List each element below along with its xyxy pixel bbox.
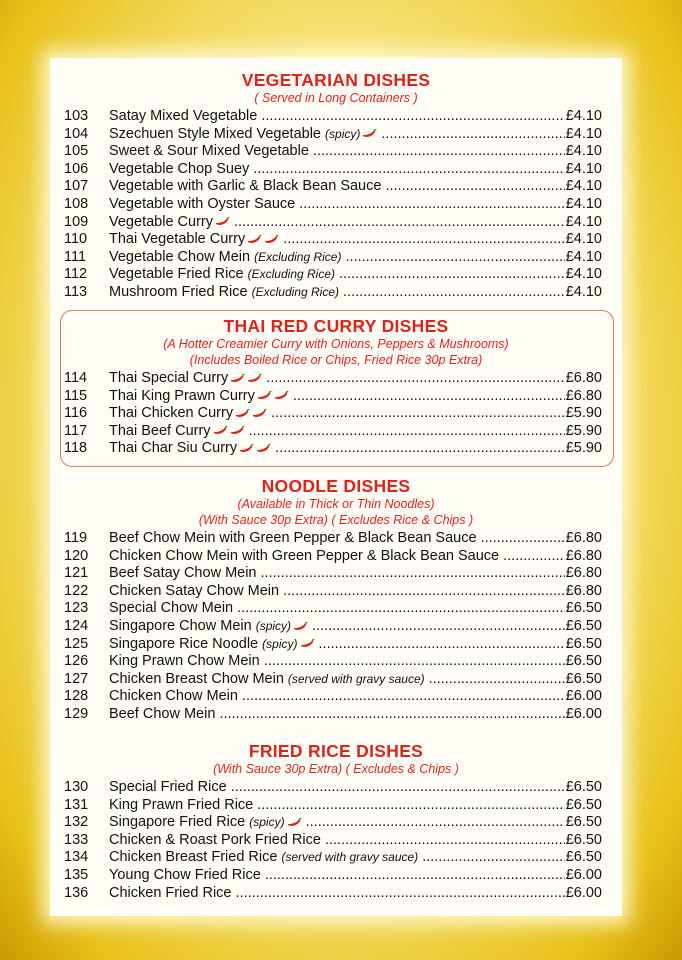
item-price: £5.90 [565, 440, 602, 457]
chili-pepper-icon [247, 235, 262, 244]
item-name: Vegetable Curry [109, 213, 213, 230]
item-number: 120 [64, 547, 89, 564]
item-name-line [109, 636, 602, 654]
item-name-line [109, 126, 602, 144]
menu-item [50, 530, 622, 548]
item-number: 118 [64, 440, 88, 457]
item-number: 135 [64, 866, 89, 883]
section-subtitle: (A Hotter Creamier Curry with Onions, Peppers & Mushrooms) [163, 337, 509, 351]
item-number: 132 [64, 814, 89, 831]
menu-item [50, 423, 622, 441]
section-title: FRIED RICE DISHES [248, 741, 424, 761]
item-name: Chicken Fried Rice [109, 884, 232, 901]
item-name: King Prawn Fried Rice [109, 796, 254, 813]
item-name-line [109, 849, 602, 867]
item-price: £6.80 [565, 565, 602, 582]
menu-item [50, 814, 622, 832]
item-price: £6.50 [565, 617, 602, 634]
item-name: Thai Beef Curry [109, 422, 211, 439]
item-name-line [109, 583, 602, 601]
item-price: £6.50 [565, 779, 602, 795]
item-list [50, 779, 622, 902]
item-price: £4.10 [565, 160, 602, 177]
item-price: £4.10 [565, 178, 602, 195]
item-number: 125 [64, 635, 89, 652]
chili-pepper-icon [215, 217, 230, 226]
menu-item [50, 214, 622, 232]
item-name: Chicken Chow Mein with Green Pepper & Black Bean Sauce [109, 547, 500, 564]
item-number: 108 [64, 195, 89, 212]
item-name: Vegetable with Oyster Sauce [109, 195, 296, 212]
item-number: 113 [64, 283, 88, 300]
item-name-line [109, 653, 602, 671]
item-number: 136 [64, 884, 89, 901]
menu-item [50, 440, 622, 458]
item-price: £4.10 [565, 195, 602, 212]
item-price: £4.10 [565, 125, 602, 142]
menu-item [50, 143, 622, 161]
item-name-line [109, 600, 602, 618]
item-name-line [109, 214, 602, 232]
item-number: 131 [64, 796, 89, 813]
chili-pepper-icon [247, 374, 262, 383]
item-price: £6.00 [565, 688, 602, 705]
item-name-line [109, 178, 602, 196]
item-number: 112 [64, 266, 88, 283]
item-name: Thai Char Siu Curry [109, 440, 238, 457]
item-number: 119 [64, 530, 88, 546]
item-price: £6.50 [565, 831, 602, 848]
item-name-line [109, 548, 602, 566]
item-price: £6.50 [565, 796, 602, 813]
chili-pepper-icon [257, 391, 272, 400]
item-number: 115 [64, 387, 88, 404]
item-price: £4.10 [565, 213, 602, 230]
item-note: (spicy) [262, 636, 298, 651]
item-number: 104 [64, 125, 89, 142]
item-price: £6.80 [565, 387, 602, 404]
item-name: Thai Special Curry [109, 370, 229, 386]
item-number: 103 [64, 108, 89, 124]
item-number: 107 [64, 178, 89, 195]
item-name: Chicken & Roast Pork Fried Rice [109, 831, 321, 848]
menu-item [50, 600, 622, 618]
item-price: £4.10 [565, 108, 602, 124]
item-number: 129 [64, 705, 89, 722]
chili-pepper-icon [230, 374, 245, 383]
item-number: 126 [64, 653, 89, 670]
item-name: Vegetable Chop Suey [109, 160, 250, 177]
section-subtitle: ( Served in Long Containers ) [254, 91, 418, 105]
item-note: (spicy) [325, 126, 361, 141]
item-name-line [109, 161, 602, 179]
menu-item [50, 370, 622, 388]
item-note: (spicy) [255, 618, 292, 633]
item-name: Szechuen Style Mixed Vegetable [109, 125, 321, 142]
menu-page [50, 58, 622, 916]
menu-item [50, 266, 622, 284]
item-name-line [109, 618, 602, 636]
item-name: Thai Vegetable Curry [109, 231, 246, 248]
item-name-line [109, 266, 602, 284]
item-name: Vegetable Fried Rice [109, 266, 244, 283]
section-subtitle: (Available in Thick or Thin Noodles) [237, 497, 435, 511]
item-price: £6.00 [565, 866, 602, 883]
item-name: King Prawn Chow Mein [109, 653, 260, 670]
item-name-line [109, 706, 602, 724]
item-price: £6.00 [565, 884, 602, 901]
section-subtitle: (With Sauce 30p Extra) ( Excludes & Chips ) [213, 762, 459, 776]
chili-pepper-icon [230, 426, 245, 435]
item-name-line [109, 143, 602, 161]
item-price: £6.50 [565, 849, 602, 866]
item-number: 117 [64, 422, 88, 439]
item-number: 110 [64, 231, 88, 248]
menu-item [50, 249, 622, 267]
chili-pepper-icon [235, 409, 250, 418]
item-list [50, 530, 622, 724]
item-name: Thai Chicken Curry [109, 405, 234, 422]
item-number: 122 [64, 582, 89, 599]
item-price: £4.10 [565, 266, 602, 283]
menu-item [50, 178, 622, 196]
item-name-line [109, 196, 602, 214]
menu-item [50, 849, 622, 867]
item-name-line [109, 284, 602, 302]
item-name: Young Chow Fried Rice [109, 866, 261, 883]
item-list [50, 108, 622, 302]
item-name-line [109, 231, 602, 249]
item-number: 105 [64, 143, 89, 160]
item-price: £5.90 [565, 422, 602, 439]
item-price: £4.10 [565, 283, 602, 300]
item-name: Chicken Chow Mein [109, 688, 238, 705]
menu-item [50, 583, 622, 601]
item-note: (spicy) [249, 815, 285, 830]
menu-item [50, 161, 622, 179]
item-name-line [109, 688, 602, 706]
chili-pepper-icon [362, 129, 377, 138]
item-price: £6.80 [565, 370, 602, 386]
item-price: £6.80 [565, 530, 602, 546]
menu-item [50, 779, 622, 797]
item-number: 124 [64, 617, 89, 634]
item-name: Vegetable Chow Mein [109, 248, 251, 265]
chili-pepper-icon [213, 426, 228, 435]
item-name-line [109, 530, 602, 548]
item-name: Singapore Fried Rice [109, 814, 246, 831]
section-title: VEGETARIAN DISHES [241, 70, 431, 90]
item-number: 133 [64, 831, 89, 848]
item-name: Sweet & Sour Mixed Vegetable [109, 143, 309, 160]
item-number: 130 [64, 779, 89, 795]
item-note: (Excluding Rice) [254, 249, 342, 264]
item-note: (Excluding Rice) [251, 284, 339, 299]
item-name-line [109, 440, 602, 458]
item-number: 114 [64, 370, 88, 386]
section-thai-red-curry [50, 316, 622, 458]
menu-item [50, 231, 622, 249]
item-number: 134 [64, 849, 89, 866]
item-name: Beef Chow Mein [109, 705, 216, 722]
item-price: £4.10 [565, 231, 602, 248]
item-note: (Excluding Rice) [247, 267, 336, 282]
item-name: Beef Satay Chow Mein [109, 565, 257, 582]
item-price: £6.00 [565, 705, 602, 722]
item-number: 128 [64, 688, 89, 705]
item-name-line [109, 832, 602, 850]
menu-item [50, 832, 622, 850]
menu-item [50, 867, 622, 885]
item-name: Singapore Rice Noodle [109, 635, 259, 652]
item-name: Chicken Breast Fried Rice [109, 849, 278, 866]
menu-item [50, 196, 622, 214]
item-price: £6.50 [565, 670, 602, 687]
item-name-line [109, 388, 602, 406]
chili-pepper-icon [293, 622, 308, 631]
item-number: 116 [64, 405, 88, 422]
item-name: Beef Chow Mein with Green Pepper & Black Bean Sauce [109, 530, 477, 546]
item-name: Chicken Breast Chow Mein [109, 670, 284, 687]
item-name-line [109, 814, 602, 832]
menu-item [50, 126, 622, 144]
chili-pepper-icon [239, 444, 254, 453]
menu-item [50, 565, 622, 583]
item-name: Vegetable with Garlic & Black Bean Sauce [109, 178, 382, 195]
item-name: Special Fried Rice [109, 779, 227, 795]
chili-pepper-icon [252, 409, 267, 418]
item-number: 123 [64, 600, 89, 617]
item-name-line [109, 405, 602, 423]
item-name-line [109, 565, 602, 583]
item-price: £4.10 [565, 143, 602, 160]
item-number: 109 [64, 213, 89, 230]
chili-pepper-icon [300, 639, 315, 648]
item-name-line [109, 249, 602, 267]
item-name: Satay Mixed Vegetable [109, 108, 258, 124]
item-name: Chicken Satay Chow Mein [109, 582, 280, 599]
menu-item [50, 405, 622, 423]
chili-pepper-icon [264, 235, 279, 244]
section-noodle [50, 476, 622, 724]
menu-item [50, 885, 622, 903]
item-name: Singapore Chow Mein [109, 617, 252, 634]
chili-pepper-icon [256, 444, 271, 453]
item-note: (served with gravy sauce) [281, 850, 419, 865]
item-name: Special Chow Mein [109, 600, 234, 617]
item-number: 106 [64, 160, 89, 177]
item-number: 121 [64, 565, 89, 582]
section-subtitle: (Includes Boiled Rice or Chips, Fried Rice 30p Extra) [189, 353, 483, 367]
item-name-line [109, 885, 602, 903]
item-name-line [109, 867, 602, 885]
item-name-line [109, 779, 602, 797]
menu-item [50, 671, 622, 689]
item-number: 111 [64, 248, 87, 265]
item-name-line [109, 797, 602, 815]
section-vegetarian [50, 70, 622, 302]
menu-item [50, 388, 622, 406]
item-price: £5.90 [565, 405, 602, 422]
menu-item [50, 636, 622, 654]
menu-item [50, 284, 622, 302]
item-name: Mushroom Fried Rice [109, 283, 248, 300]
chili-pepper-icon [274, 391, 289, 400]
item-name-line [109, 423, 602, 441]
item-name-line [109, 108, 602, 126]
menu-item [50, 653, 622, 671]
section-title: NOODLE DISHES [261, 476, 411, 496]
item-name-line [109, 370, 602, 388]
menu-item [50, 797, 622, 815]
section-fried-rice [50, 741, 622, 902]
item-price: £6.80 [565, 582, 602, 599]
menu-item [50, 108, 622, 126]
menu-item [50, 618, 622, 636]
item-price: £6.50 [565, 635, 602, 652]
menu-item [50, 706, 622, 724]
item-name-line [109, 671, 602, 689]
item-name: Thai King Prawn Curry [109, 387, 255, 404]
chili-pepper-icon [287, 818, 302, 827]
item-price: £6.50 [565, 814, 602, 831]
section-subtitle: (With Sauce 30p Extra) ( Excludes Rice & Chips ) [198, 513, 474, 527]
item-price: £6.50 [565, 653, 602, 670]
item-list [50, 370, 622, 458]
section-title: THAI RED CURRY DISHES [223, 316, 449, 336]
menu-item [50, 688, 622, 706]
item-note: (served with gravy sauce) [287, 671, 425, 686]
item-price: £4.10 [565, 248, 602, 265]
item-price: £6.50 [565, 600, 602, 617]
menu-item [50, 548, 622, 566]
item-number: 127 [64, 670, 89, 687]
item-price: £6.80 [565, 547, 602, 564]
